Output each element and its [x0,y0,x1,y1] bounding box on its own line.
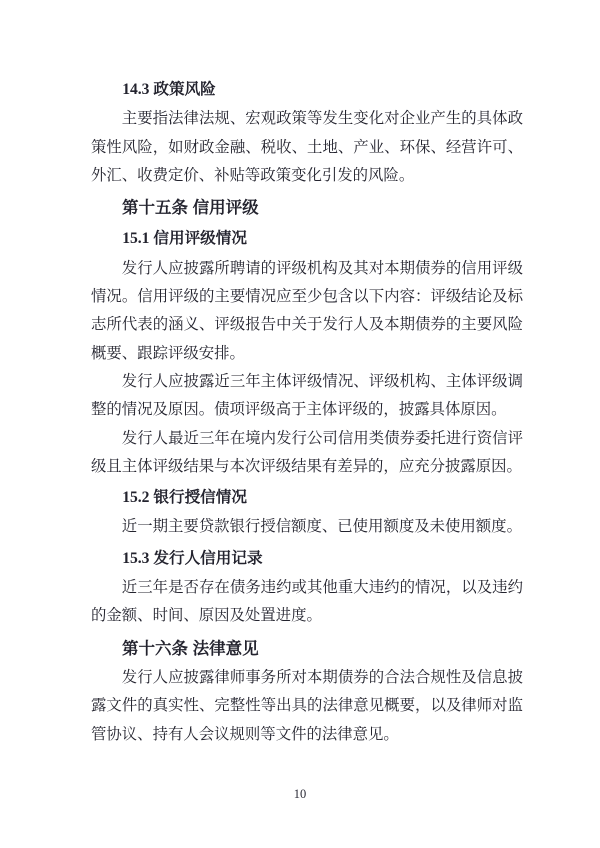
doc-heading-sub: 15.3 发行人信用记录 [122,549,263,567]
doc-paragraph: 发行人应披露近三年主体评级情况、评级机构、主体评级调整的情况及原因。债项评级高于主体评级的，披露具体原因。 [91,372,523,419]
doc-heading-sub: 15.1 信用评级情况 [122,230,247,248]
doc-paragraph: 发行人应披露律师事务所对本期债券的合法合规性及信息披露文件的真实性、完整性等出具的法律意见概要，以及律师对监管协议、持有人会议规则等文件的法律意见。 [91,668,523,743]
doc-heading-major: 第十五条 信用评级 [122,199,259,218]
doc-heading-sub: 14.3 政策风险 [122,81,216,98]
doc-paragraph: 主要指法律法规、宏观政策等发生变化对企业产生的具体政策性风险，如财政金融、税收、土地、产业、环保、经营许可、外汇、收费定价、补贴等政策变化引发的风险。 [91,110,523,184]
page-footer [0,786,600,802]
doc-paragraph: 近三年是否存在债务违约或其他重大违约的情况，以及违约的金额、时间、原因及处置进度。 [91,579,523,625]
doc-paragraph: 发行人应披露所聘请的评级机构及其对本期债券的信用评级情况。信用评级的主要情况应至少包含以下内容：评级结论及标志所代表的涵义、评级报告中关于发行人及本期债券的主要风险概要、跟踪评级安排。 [91,259,523,362]
doc-paragraph: 近一期主要贷款银行授信额度、已使用额度及未使用额度。 [121,518,522,536]
document-content [91,73,523,749]
doc-paragraph: 发行人最近三年在境内发行公司信用类债券委托进行资信评级且主体评级结果与本次评级结果有差异的，应充分披露原因。 [91,429,523,475]
page-number: 10 [293,787,307,801]
doc-heading-major: 第十六条 法律意见 [122,639,259,658]
doc-heading-sub: 15.2 银行授信情况 [122,489,247,507]
